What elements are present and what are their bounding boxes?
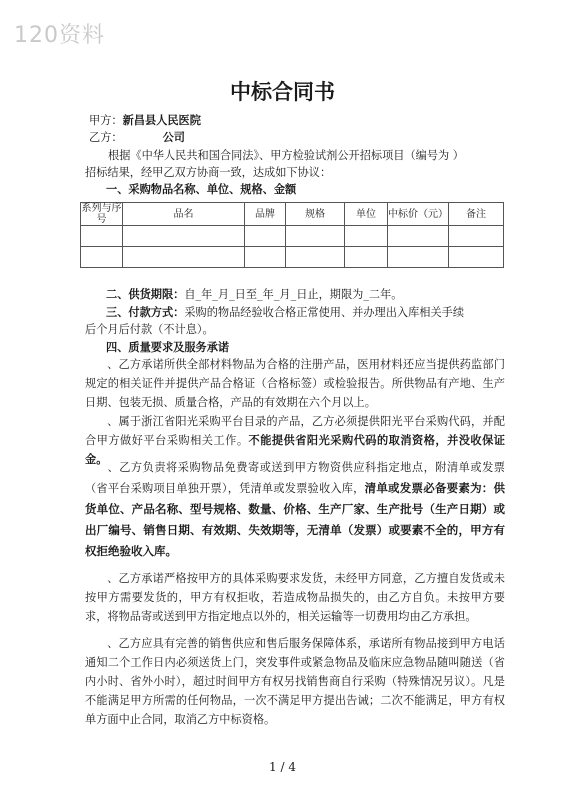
items-table xyxy=(80,202,504,268)
section-4-heading: 四、质量要求及服务承诺 xyxy=(106,341,230,354)
clause-3-text: 、乙方负责将采购物品免费寄或送到甲方物资供应科指定地点，附清单或发票（省平台采购项目单独开票），凭清单或发票验收入库， xyxy=(85,461,505,495)
clause-5 xyxy=(85,634,505,729)
clause-3-bold-text: 清单或发票必备要素为：供货单位、产品名称、型号规格、数量、价格、生产厂家、生产批号（生产日期）或出厂编号、销售日期、有效期、失效期等，无清单（发票）或要素不全的，甲方有权拒绝验收入库。 xyxy=(85,481,506,558)
table-cell xyxy=(345,247,388,268)
intro-line-1: 根据《中华人民共和国合同法》、甲方检验试剂公开招标项目（编号为 ） xyxy=(108,149,464,162)
clause-4-text: 、乙方承诺严格按甲方的具体采购要求发货，未经甲方同意，乙方擅自发货或未按甲方需要发货的，甲方有权拒收，若造成物品损失的，由乙方自负。未按甲方要求，将物品寄或送到甲方指定地点以外的，相关运输等一切费用均由乙方承担。 xyxy=(85,572,505,623)
table-cell xyxy=(449,247,504,268)
table-header-row xyxy=(81,203,504,226)
table-cell xyxy=(123,226,245,247)
clause-1-text: 、乙方承诺所供全部材料物品为合格的注册产品，医用材料还应当提供药监部门规定的相关证件并提供产品合格证（合格标签）或检验报告。所供物品有产地、生产日期、包装无损、质量合格，产品的有效期在六个月以上。 xyxy=(85,358,505,409)
table-cell xyxy=(388,247,449,268)
party-b-label: 乙方： xyxy=(89,131,123,144)
section-2-text: 自_年_月_日至_年_月_日止，期限为_二年。 xyxy=(184,288,403,301)
section-3-line-2: 后个月后付款（不计息）。 xyxy=(85,323,214,336)
page-title: 中标合同书 xyxy=(230,80,335,104)
table-cell xyxy=(388,226,449,247)
col-header-remark: 备注 xyxy=(449,203,504,226)
col-header-name: 品名 xyxy=(123,203,245,226)
col-header-unit: 单位 xyxy=(345,203,388,226)
party-a-name: 新昌县人民医院 xyxy=(122,114,201,127)
section-3-line xyxy=(106,305,464,320)
watermark: 120资料 xyxy=(14,23,105,48)
table-cell xyxy=(449,226,504,247)
table-cell xyxy=(245,247,286,268)
table-cell xyxy=(286,226,345,247)
intro-line-2: 招标结果，经甲乙双方协商一致，达成如下协议： xyxy=(85,166,332,179)
section-1-heading: 一、采购物品名称、单位、规格、金额 xyxy=(106,183,297,196)
section-3-label: 三、付款方式： xyxy=(106,306,185,319)
party-a-line xyxy=(89,113,201,128)
section-2-line xyxy=(106,287,403,302)
table-cell xyxy=(286,247,345,268)
table-cell xyxy=(345,226,388,247)
clause-5-text: 、乙方应具有完善的销售供应和售后服务保障体系，承诺所有物品接到甲方电话通知二个工作日内必须送货上门，突发事件或紧急物品及临床应急物品随叫随送（省内小时、省外小时），超过时间甲方有权另找销售商自行采购（特殊情况另议）。凡是不能满足甲方所需的任何物品，一次不满足甲方提出告诫；二次不能满足，甲方有权单方面中止合同，取消乙方中标资格。 xyxy=(85,637,505,726)
clause-3 xyxy=(85,457,505,562)
table-cell xyxy=(123,247,245,268)
section-3-text: 采购的物品经验收合格正常使用、并办理出入库相关手续 xyxy=(184,306,465,319)
section-2-label: 二、供货期限： xyxy=(106,288,185,301)
clause-1 xyxy=(85,355,505,412)
col-header-price: 中标价（元） xyxy=(388,203,449,226)
table-cell xyxy=(81,226,123,247)
party-a-label: 甲方： xyxy=(89,114,123,127)
party-b-line xyxy=(89,130,185,145)
col-header-serial: 系列与序号 xyxy=(81,203,122,225)
clause-2-text: 、属于浙江省阳光采购平台目录的产品，乙方必须提供阳光平台采购代码，并配合甲方做好平台采购相关工作。 xyxy=(85,415,505,447)
page-number: 1 / 4 xyxy=(269,760,296,774)
table-row xyxy=(81,226,504,247)
table-row xyxy=(81,247,504,268)
party-b-suffix: 公司 xyxy=(162,131,185,144)
table-cell xyxy=(81,247,123,268)
table-cell xyxy=(245,226,286,247)
clause-4 xyxy=(85,569,505,626)
clause-2-bold-text: 不能提供省阳光采购代码的取消资格，并没收保证金。 xyxy=(85,434,505,466)
col-header-spec: 规格 xyxy=(286,203,345,226)
col-header-brand: 品牌 xyxy=(245,203,286,226)
